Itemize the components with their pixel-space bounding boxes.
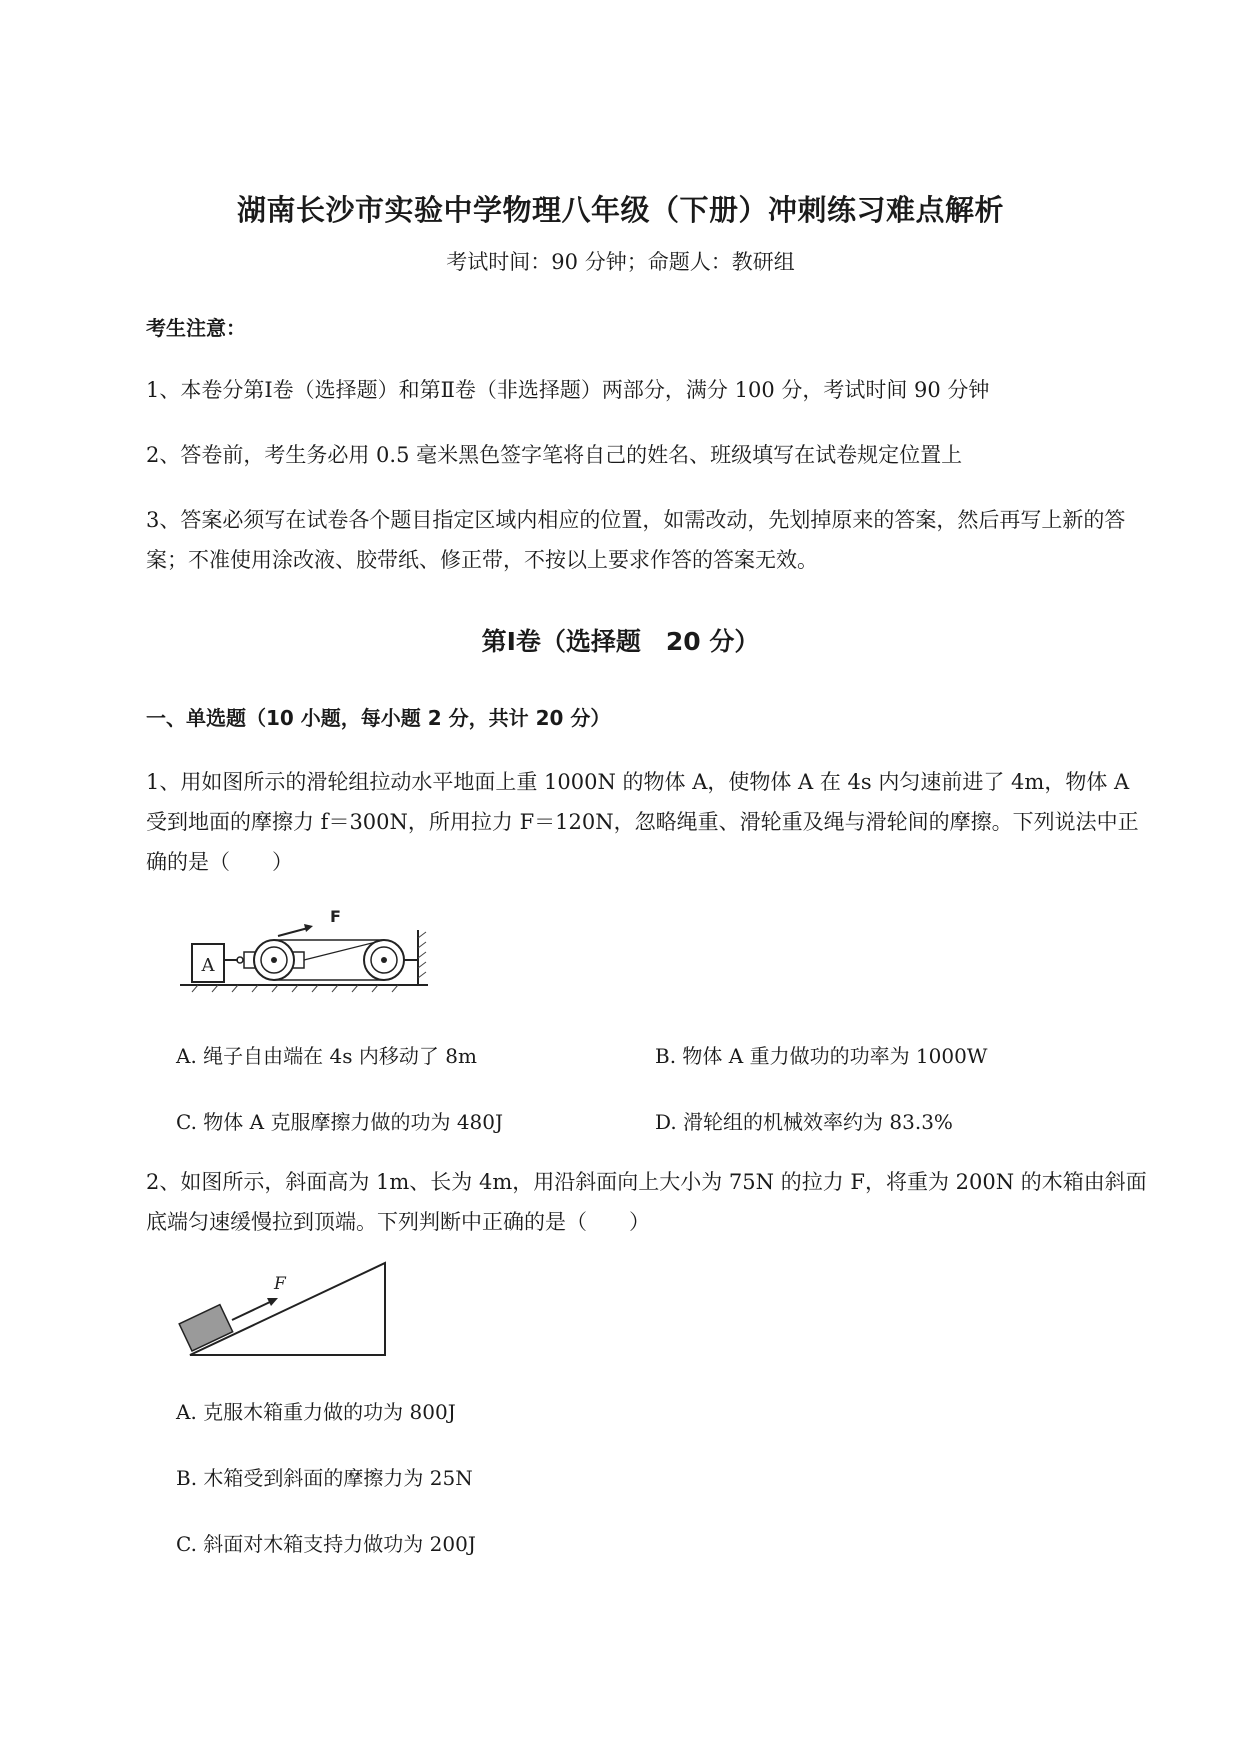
question-1-option-d[interactable]: D. 滑轮组的机械效率约为 83.3% — [655, 1110, 953, 1134]
exam-info: 考试时间：90 分钟；命题人：教研组 — [446, 250, 795, 274]
force-label: F — [330, 907, 341, 926]
part-heading: 一、单选题（10 小题，每小题 2 分，共计 20 分） — [146, 706, 611, 730]
question-1-option-c[interactable]: C. 物体 A 克服摩擦力做的功为 480J — [176, 1110, 504, 1134]
section-title: 第Ⅰ卷（选择题 20 分） — [481, 627, 760, 656]
notice-item-2: 2、答卷前，考生务必用 0.5 毫米黑色签字笔将自己的姓名、班级填写在试卷规定位置上 — [146, 443, 963, 467]
incline-force-label: F — [274, 1274, 286, 1294]
incline-figure — [170, 1255, 400, 1365]
question-1-option-a[interactable]: A. 绳子自由端在 4s 内移动了 8m — [176, 1044, 477, 1068]
question-2-option-b[interactable]: B. 木箱受到斜面的摩擦力为 25N — [176, 1466, 473, 1490]
ground-hatching — [192, 985, 398, 992]
notice-item-3: 3、答案必须写在试卷各个题目指定区域内相应的位置，如需改动，先划掉原来的答案，然后再写上新的答案；不准使用涂改液、胶带纸、修正带，不按以上要求作答的答案无效。 — [146, 508, 1126, 572]
wall-hatching — [418, 932, 426, 978]
wooden-box — [179, 1305, 233, 1351]
page-title: 湖南长沙市实验中学物理八年级（下册）冲刺练习难点解析 — [236, 193, 1004, 227]
moving-pulley-axle — [271, 957, 277, 963]
notice-item-1: 1、本卷分第Ⅰ卷（选择题）和第Ⅱ卷（非选择题）两部分，满分 100 分，考试时间 90 分钟 — [146, 378, 990, 402]
force-arrow — [278, 928, 308, 936]
force-arrow-head — [304, 924, 313, 932]
question-1-option-b[interactable]: B. 物体 A 重力做功的功率为 1000W — [655, 1044, 988, 1068]
question-2-option-a[interactable]: A. 克服木箱重力做的功为 800J — [176, 1400, 456, 1424]
block-a-label: A — [201, 955, 215, 976]
question-1-stem: 1、用如图所示的滑轮组拉动水平地面上重 1000N 的物体 A，使物体 A 在 4s 内匀速前进了 4m，物体 A 受到地面的摩擦力 f＝300N，所用拉力 F＝120N，忽略绳重、滑轮重及绳与滑轮间的摩擦。下列说法中正确的是（ ） — [146, 770, 1139, 874]
fixed-pulley-axle — [381, 957, 387, 963]
question-2-stem: 2、如图所示，斜面高为 1m、长为 4m，用沿斜面向上大小为 75N 的拉力 F，将重为 200N 的木箱由斜面底端匀速缓慢拉到顶端。下列判断中正确的是（ ） — [146, 1170, 1147, 1234]
pulley-system-figure — [178, 900, 438, 995]
incline-force-arrow — [232, 1302, 270, 1320]
notice-heading: 考生注意： — [146, 316, 246, 340]
question-2-option-c[interactable]: C. 斜面对木箱支持力做功为 200J — [176, 1532, 476, 1556]
